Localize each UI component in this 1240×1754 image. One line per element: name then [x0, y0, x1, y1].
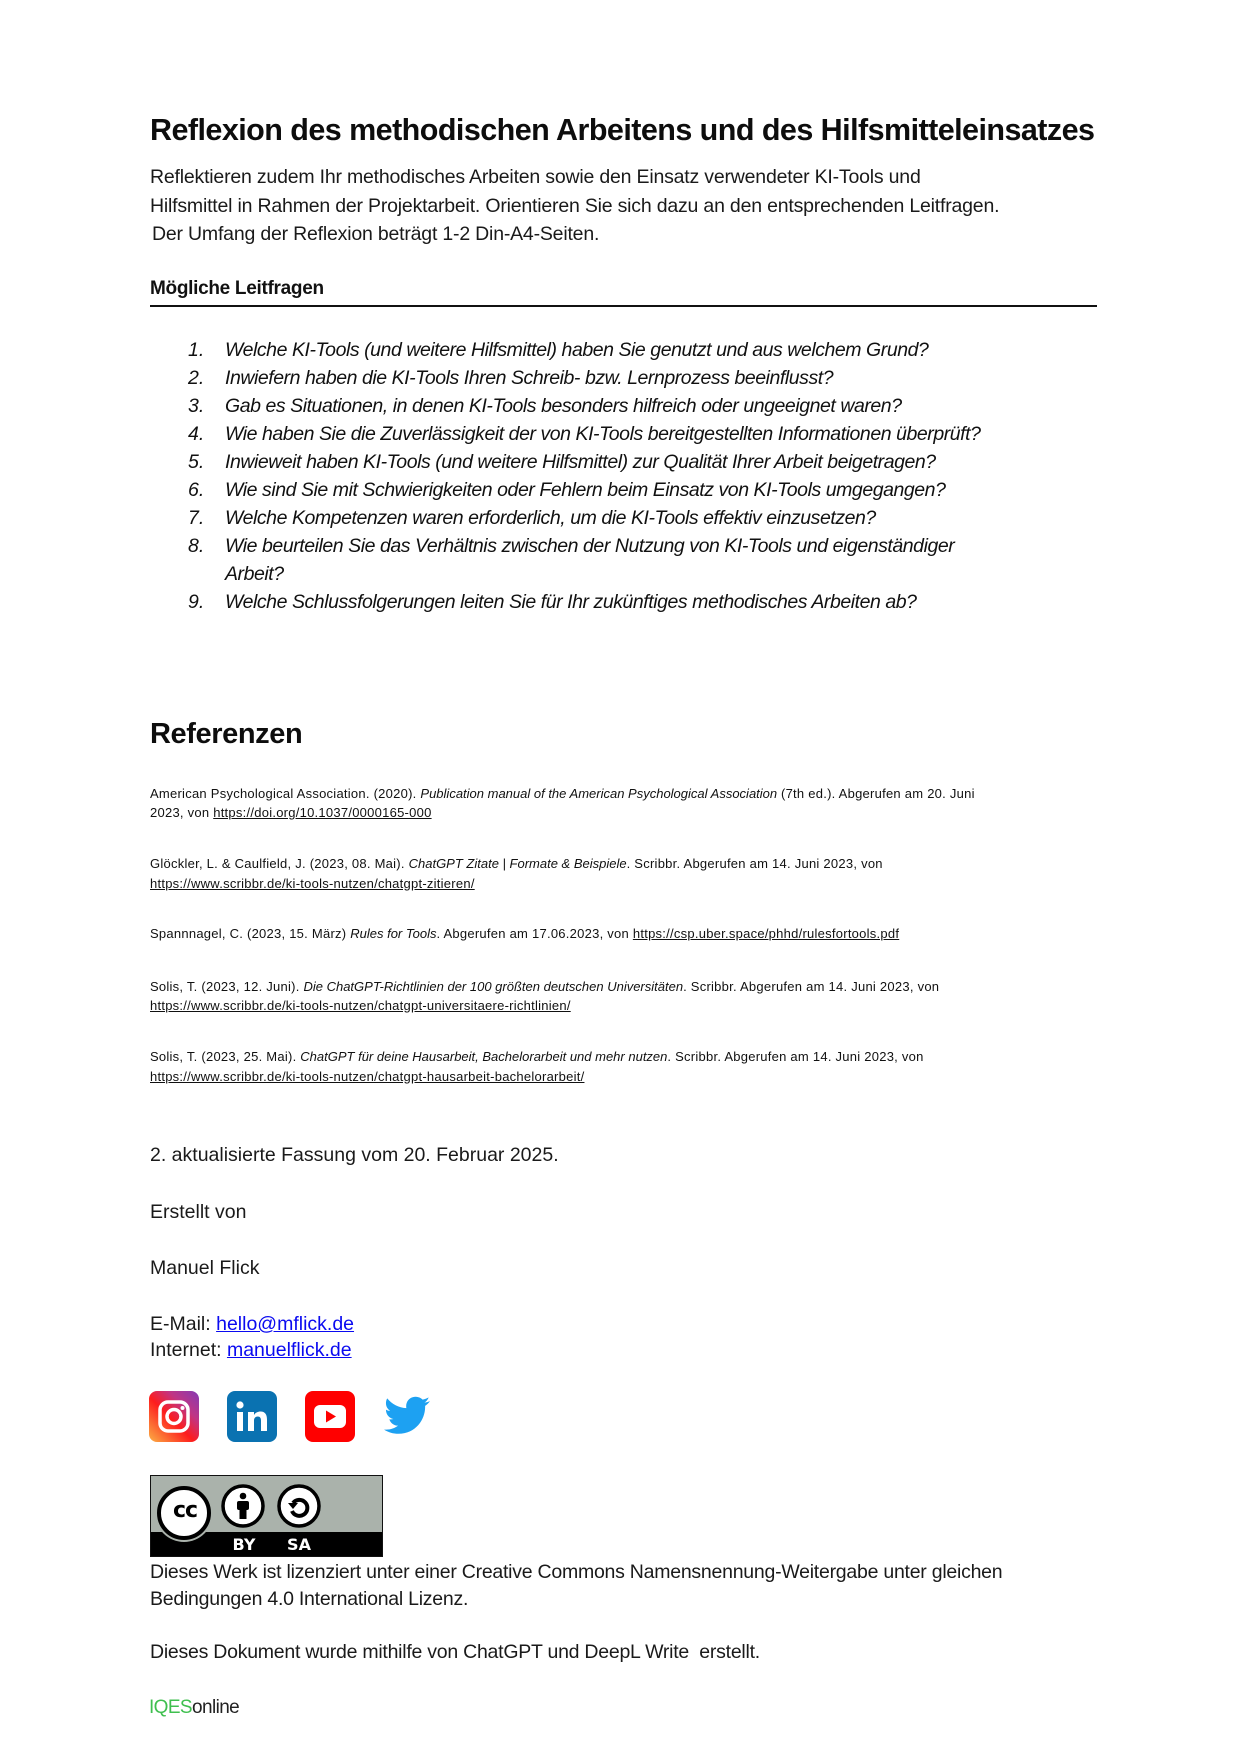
email-line [150, 1311, 354, 1337]
reference-author: Glöckler, L. & Caulfield, J. (2023, 08. Mai). [150, 856, 409, 871]
sa-label: SA [287, 1535, 311, 1554]
reference-title: Publication manual of the American Psychological Association [420, 786, 778, 801]
reference-link[interactable]: https://www.scribbr.de/ki-tools-nutzen/chatgpt-zitieren/ [150, 876, 475, 891]
reference-author: Spannnagel, C. (2023, 15. März) [150, 926, 351, 941]
reference-meta: 2023, von [150, 805, 214, 820]
document-title: Reflexion des methodischen Arbeitens und des Hilfsmitteleinsatzes [150, 113, 1095, 147]
question-text: Wie sind Sie mit Schwierigkeiten oder Fehlern beim Einsatz von KI-Tools umgegangen? [225, 479, 946, 501]
reference-link[interactable]: https://www.scribbr.de/ki-tools-nutzen/chatgpt-hausarbeit-bachelorarbeit/ [150, 1069, 585, 1084]
reference-author: Solis, T. (2023, 25. Mai). [150, 1049, 301, 1064]
question-text: Welche KI-Tools (und weitere Hilfsmittel) haben Sie genutzt und aus welchem Grund? [225, 339, 929, 361]
reference-title: ChatGPT für deine Hausarbeit, Bachelorarbeit und mehr nutzen [300, 1049, 668, 1064]
logo-online: online [192, 1697, 240, 1718]
references-heading: Referenzen [150, 718, 303, 750]
question-text: Wie haben Sie die Zuverlässigkeit der von KI-Tools bereitgestellten Informationen überprüft? [225, 423, 981, 445]
reference-meta: . Scribbr. Abgerufen am 14. Juni 2023, von [626, 856, 883, 871]
reference-meta: (7th ed.). Abgerufen am 20. Juni [777, 786, 975, 801]
cc-label: cc [172, 1498, 198, 1523]
question-text: Inwiefern haben die KI-Tools Ihren Schreib- bzw. Lernprozess beeinflusst? [225, 367, 834, 389]
cc-by-sa-badge[interactable] [150, 1475, 383, 1557]
version-note: 2. aktualisierte Fassung vom 20. Februar 2025. [150, 1144, 559, 1166]
reference-meta: . Scribbr. Abgerufen am 14. Juni 2023, von [683, 979, 940, 994]
iqes-online-logo [149, 1697, 239, 1719]
intro-line-2: Hilfsmittel in Rahmen der Projektarbeit. Orientieren Sie sich dazu an den entsprechenden Leitfragen. [150, 195, 1000, 217]
instagram-icon[interactable] [149, 1391, 199, 1442]
youtube-icon[interactable] [305, 1391, 355, 1442]
reference-link[interactable]: https://csp.uber.space/phhd/rulesfortools.pdf [632, 926, 900, 941]
reference-link[interactable]: https://www.scribbr.de/ki-tools-nutzen/chatgpt-universitaere-richtlinien/ [150, 998, 571, 1013]
email-label: E-Mail: [150, 1313, 217, 1335]
list-number: 7. [188, 507, 205, 529]
list-number: 5. [188, 451, 205, 473]
linkedin-icon[interactable] [227, 1391, 277, 1442]
reference-title: Die ChatGPT-Richtlinien der 100 größten deutschen Universitäten [303, 979, 684, 994]
logo-iqes: IQES [149, 1697, 193, 1718]
author-name: Manuel Flick [150, 1257, 260, 1279]
by-label: BY [232, 1535, 256, 1554]
reference-author: American Psychological Association. (2020). [150, 786, 421, 801]
questions-heading: Mögliche Leitfragen [150, 278, 324, 299]
twitter-icon[interactable] [382, 1391, 432, 1442]
list-number: 8. [188, 535, 205, 557]
list-number: 3. [188, 395, 205, 417]
reference-line [150, 874, 475, 894]
reference-meta: . Scribbr. Abgerufen am 14. Juni 2023, von [667, 1049, 924, 1064]
license-text-line-1: Dieses Werk ist lizenziert unter einer Creative Commons Namensnennung-Weitergabe unter gleichen [150, 1561, 1003, 1583]
reference-line [150, 854, 883, 874]
website-line [150, 1337, 352, 1363]
reference-meta: . Abgerufen am 17.06.2023, von [436, 926, 633, 941]
list-number: 6. [188, 479, 205, 501]
question-text: Wie beurteilen Sie das Verhältnis zwischen der Nutzung von KI-Tools und eigenständiger [225, 535, 955, 557]
list-number: 4. [188, 423, 205, 445]
reference-line [150, 803, 432, 823]
website-link[interactable]: manuelflick.de [226, 1339, 352, 1361]
reference-author: Solis, T. (2023, 12. Juni). [150, 979, 304, 994]
question-text-continued: Arbeit? [225, 563, 284, 585]
heading-rule [150, 305, 1097, 307]
reference-line [150, 1067, 584, 1087]
created-by-label: Erstellt von [150, 1201, 247, 1223]
reference-title: Rules for Tools [350, 926, 437, 941]
reference-line [150, 996, 571, 1016]
reference-line [150, 977, 939, 997]
license-text-line-2: Bedingungen 4.0 International Lizenz. [150, 1588, 469, 1610]
question-text: Welche Schlussfolgerungen leiten Sie für Ihr zukünftiges methodisches Arbeiten ab? [225, 591, 917, 613]
reference-link[interactable]: https://doi.org/10.1037/0000165-000 [213, 805, 432, 820]
website-label: Internet: [150, 1339, 227, 1361]
list-number: 9. [188, 591, 205, 613]
intro-line-3: Der Umfang der Reflexion beträgt 1-2 Din-A4-Seiten. [152, 223, 600, 245]
list-number: 1. [188, 339, 205, 361]
question-text: Welche Kompetenzen waren erforderlich, um die KI-Tools effektiv einzusetzen? [225, 507, 876, 529]
intro-line-1: Reflektieren zudem Ihr methodisches Arbeiten sowie den Einsatz verwendeter KI-Tools und [150, 166, 921, 188]
reference-line [150, 784, 975, 804]
ai-note: Dieses Dokument wurde mithilfe von ChatGPT und DeepL Write erstellt. [150, 1641, 760, 1663]
reference-line [150, 924, 899, 944]
reference-line [150, 1047, 924, 1067]
list-number: 2. [188, 367, 205, 389]
reference-title: ChatGPT Zitate | Formate & Beispiele [408, 856, 627, 871]
email-link[interactable]: hello@mflick.de [216, 1313, 355, 1335]
question-text: Inwieweit haben KI-Tools (und weitere Hilfsmittel) zur Qualität Ihrer Arbeit beigetragen? [225, 451, 936, 473]
question-text: Gab es Situationen, in denen KI-Tools besonders hilfreich oder ungeeignet waren? [225, 395, 902, 417]
